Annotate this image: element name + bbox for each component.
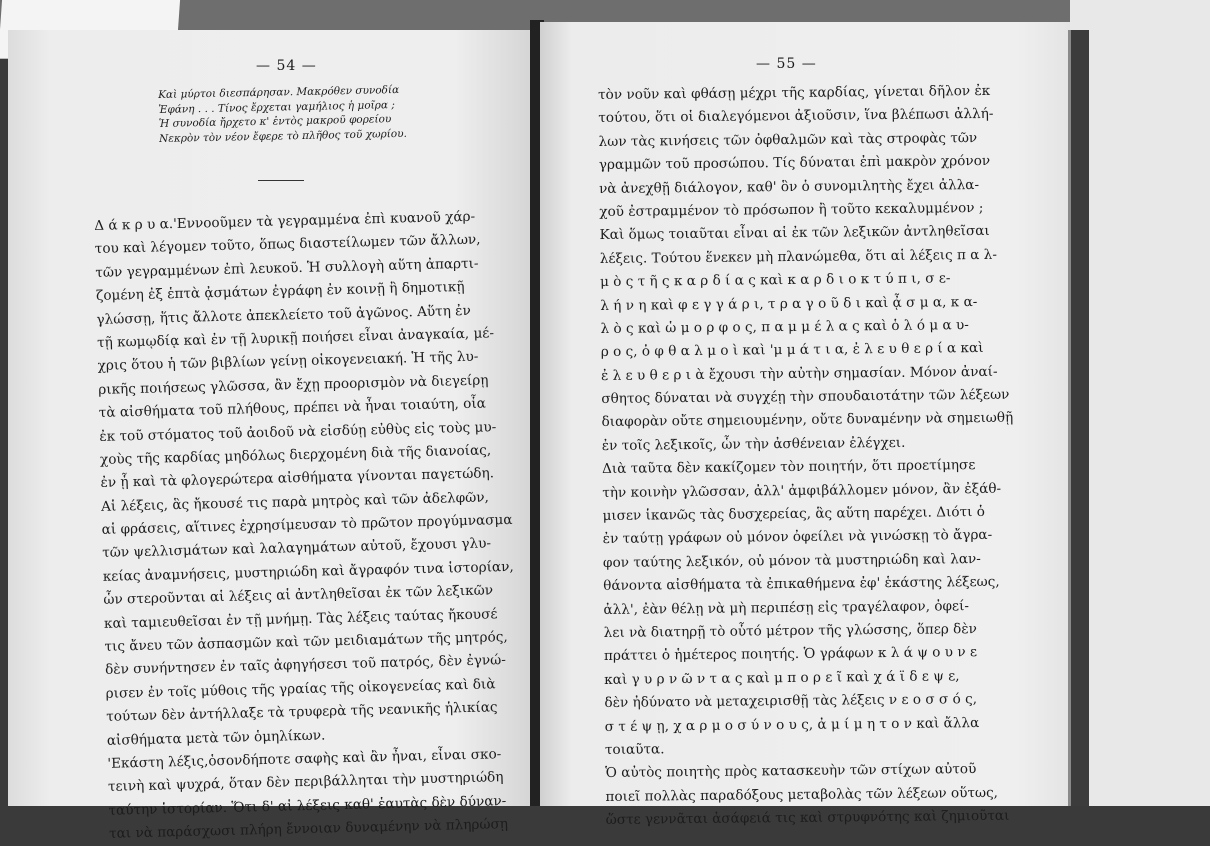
text-line: αἱ φράσεις, αἵτινες ἐχρησίμευσαν τὸ πρῶτον προγύμνασμα [101, 511, 513, 538]
text-line: ἐν ᾗ καὶ τὰ φλογερώτερα αἰσθήματα γίνονται παγετώδη. [100, 465, 495, 492]
text-line: τὸν νοῦν καὶ φθάσῃ μέχρι τῆς καρδίας, γίνεται δῆλον ἐκ [598, 82, 991, 103]
text-line: σθητος δύναται νὰ συγχέῃ τὴν σπουδαιοτάτην τῶν λέξεων [601, 386, 1010, 408]
text-line: ταύτην ἱστορίαν. Ὅτι δ' αἱ λέξεις καθ' ἑαυτὰς δὲν δύναν- [108, 792, 507, 819]
left-page [8, 30, 534, 842]
text-line: τοιαῦτα. [604, 741, 665, 758]
text-line: τῶν γεγραμμένων ἐπὶ λευκοῦ. Ἡ συλλογὴ αὕτη ἀπαρτι- [95, 255, 479, 281]
text-line: αἰσθήματα μετὰ τῶν ὁμηλίκων. [106, 727, 326, 749]
text-line: λει νὰ διατηρῇ τὸ οὗτό μέτρον τῆς γλώσσης, ὅπερ δὲν [603, 621, 977, 641]
text-line: τῶν ψελλισμάτων καὶ λαλαγημάτων αὐτοῦ, ἔχουσι γλυ- [102, 535, 492, 562]
text-line: ἐν ταύτῃ γράφων οὐ μόνον ὀφείλει νὰ γινώσκῃ τὸ ἄγρα- [602, 527, 993, 548]
text-line: γραμμῶν τοῦ προσώπου. Τίς δύναται ἐπὶ μακρὸν χρόνον [598, 153, 991, 174]
text-line: δὲν συνήντησεν ἐν ταῖς ἀφηγήσεσι τοῦ πατρός, δὲν ἐγνώ- [104, 652, 507, 679]
text-line: ρικῆς ποιήσεως γλῶσσα, ἂν ἔχῃ προορισμὸν νὰ διεγείρῃ [98, 372, 489, 398]
body-text [598, 80, 1017, 833]
page-number: — 55 — [756, 56, 817, 72]
text-line: τις ἄνευ τῶν ἀσπασμῶν καὶ τῶν μειδιαμάτων τῆς μητρός, [104, 629, 508, 655]
text-line: ἐκ τοῦ στόματος τοῦ ἀοιδοῦ νὰ εἰσδύῃ εὐθὺς εἰς τοὺς μυ- [99, 418, 497, 445]
text-line: δὲν ἠδύνατο νὰ μεταχειρισθῇ τὰς λέξεις ν ε ο σ σ ό ς, [604, 691, 978, 712]
text-line: ἐ λ ε υ θ ε ρ ι ὰ ἔχουσι τὴν αὐτὴν σημασίαν. Μόνον ἀναί- [600, 363, 998, 384]
text-line: τούτου, ὅτι οἱ διαλεγόμενοι ἀξιοῦσιν, ἵνα βλέπωσι ἀλλή- [598, 106, 994, 127]
text-line: φον ταύτης λεξικόν, οὐ μόνον τὰ μυστηριώδη καὶ λαν- [602, 550, 981, 571]
text-line: ὧν στεροῦνται αἱ λέξεις αἱ ἀντληθεῖσαι ἐκ τῶν λεξικῶν [103, 582, 494, 609]
text-line: καὶ γ υ ρ ν ῶ ν τ α ς καὶ μ π ο ρ ε ῖ καὶ χ ά ϊ δ ε ψ ε, [604, 668, 960, 688]
book-edge [1068, 30, 1089, 806]
text-line: χρις ὅτου ἡ τῶν βιβλίων γείνῃ οἰκογενειακή. Ἡ τῆς λυ- [97, 348, 479, 375]
text-line: τὴν κοινὴν γλῶσσαν, ἀλλ' ἀμφιβάλλομεν μόνον, ἂν ἐξάθ- [602, 480, 1002, 501]
text-line: Καὶ ὅμως τοιαῦται εἶναι αἱ ἐκ τῶν λεξικῶν ἀντληθεῖσαι [599, 223, 990, 244]
right-page [540, 22, 1070, 829]
text-line: ὥστε γεννᾶται ἀσάφειά τις καὶ στρυφνότης καὶ ζημιοῦται [605, 807, 1010, 829]
text-line: πράττει ὁ ἡμέτερος ποιητής. Ὁ γράφων κ λ ά ψ ο υ ν ε [603, 644, 978, 665]
text-line: λ ὸ ς καὶ ὡ μ ο ρ φ ο ς, π α μ μ έ λ α ς καὶ ὁ λ ό μ α υ- [600, 317, 969, 337]
text-line: Ὁ αὐτὸς ποιητὴς πρὸς κατασκευὴν τῶν στίχων αὐτοῦ [605, 761, 977, 782]
text-line: λων τὰς κινήσεις τῶν ὀφθαλμῶν καὶ τὰς στροφὰς τῶν [598, 129, 978, 150]
text-line: ζομένη ἐξ ἑπτὰ ᾀσμάτων ἐγράφη ἐν κοινῇ ἢ δημοτικῇ [95, 279, 465, 305]
text-line: καὶ ταμιευθεῖσαι ἐν τῇ μνήμῃ. Τὰς λέξεις ταύτας ἤκουσέ [103, 605, 498, 632]
verse-line: Καὶ μύρτοι διεσπάρησαν. Μακρόθεν συνοδία [158, 83, 400, 101]
text-line: μισεν ἱκανῶς τὰς δυσχερείας, ἃς αὕτη παρέχει. Διότι ὁ [602, 504, 986, 525]
text-line: του καὶ λέγομεν τοῦτο, ὅπως διαστείλωμεν τῶν ἄλλων, [94, 231, 481, 258]
verse-line: Ἡ συνοδία ἤρχετο κ' ἐντὸς μακροῦ φορείου [158, 113, 392, 130]
text-line: μ ὸ ς τ ῆ ς κ α ρ δ ί α ς καὶ κ α ρ δ ι ο κ τ ύ π ι, σ ε- [599, 270, 951, 291]
text-line: κείας ἀναμνήσεις, μυστηριώδη καὶ ἄγραφόν τινα ἱστορίαν, [102, 558, 514, 585]
text-line: ἐν τοῖς λεξικοῖς, ὧν τὴν ἀσθένειαν ἐλέγχει. [601, 434, 906, 454]
text-line: θάνοντα αἰσθήματα τὰ ἐπικαθήμενα ἐφ' ἑκάστης λέξεως, [603, 574, 1000, 595]
text-line: νὰ ἀνεχθῇ διάλογον, καθ' ὃν ὁ συνομιλητὴς ἔχει ἀλλα- [599, 176, 980, 197]
verse-block [158, 83, 407, 146]
text-line: λέξεις. Τούτου ἕνεκεν μὴ πλανώμεθα, ὅτι αἱ λέξεις π α λ- [599, 246, 998, 267]
text-line: χοὺς τῆς καρδίας μηδόλως διερχομένη διὰ τῆς διανοίας, [99, 442, 492, 468]
verse-line: Νεκρὸν τὸν νέον ἔφερε τὸ πλῆθος τοῦ χωρίου. [158, 127, 408, 145]
text-line: τῇ κωμῳδίᾳ καὶ ἐν τῇ λυρικῇ ποιήσει εἶναι ἀναγκαία, μέ- [96, 325, 495, 351]
text-line: σ τ έ ψ ῃ, χ α ρ μ ο σ ύ ν ο υ ς, ἀ μ ί μ η τ ο ν καὶ ἄλλα [604, 714, 980, 735]
body-text [94, 205, 520, 846]
text-line: ἀλλ', ἐὰν θέλῃ νὰ μὴ περιπέσῃ εἰς τραγέλαφον, ὀφεί- [603, 597, 970, 618]
text-line: ποιεῖ πολλὰς παραδόξους μεταβολὰς τῶν λέξεων οὕτως, [605, 784, 999, 805]
page-number: — 54 — [256, 58, 317, 74]
section-divider [258, 180, 304, 181]
text-line: γλώσσῃ, ἥτις ἄλλοτε ἀπεκλείετο τοῦ ἀγῶνος. Αὕτη ἐν [96, 302, 471, 328]
text-line: ρ ο ς, ὀ φ θ α λ μ ο ὶ καὶ 'μ μ ά τ ι α, ἐ λ ε υ θ ε ρ ί α καὶ [600, 340, 984, 361]
text-line: χοῦ ἐστραμμένον τὸ πρόσωπον ἢ τοῦτο κεκαλυμμένον ; [599, 199, 984, 220]
text-line: τούτων δὲν ἀντήλλαξε τὰ τρυφερὰ τῆς νεανικῆς ἡλικίας [106, 699, 498, 726]
text-line: Αἱ λέξεις, ἃς ἤκουσέ τις παρὰ μητρὸς καὶ τῶν ἀδελφῶν, [100, 489, 490, 515]
background-right [1070, 0, 1210, 806]
text-line: λ ή ν η καὶ φ ε γ γ ά ρ ι, τ ρ α γ ο ῦ δ ι καὶ ᾆ σ μ α, κ α- [600, 293, 978, 314]
text-line: τεινὴ καὶ ψυχρά, ὅταν δὲν περιβάλληται τὴν μυστηριώδη [107, 769, 504, 796]
text-line: Δ ά κ ρ υ α.'Εννοοῦμεν τὰ γεγραμμένα ἐπὶ κυανοῦ χάρ- [94, 208, 476, 234]
text-line: διαφορὰν οὔτε σημειουμένην, οὔτε δυναμένην νὰ σημειωθῇ [601, 410, 1014, 431]
text-line: Διὰ ταῦτα δὲν κακίζομεν τὸν ποιητήν, ὅτι προετίμησε [601, 457, 976, 478]
verse-line: Ἐφάνη . . . Τίνος ἔρχεται γαμήλιος ἡ μοῖρα ; [158, 98, 395, 116]
text-line: 'Εκάστη λέξις,ὁσονδήποτε σαφὴς καὶ ἂν ἦναι, εἶναι σκο- [107, 746, 502, 772]
text-line: τὰ αἰσθήματα τοῦ πλήθους, πρέπει νὰ ἦναι τοιαύτη, οἷα [98, 395, 487, 422]
text-line: ρισεν ἐν τοῖς μύθοις τῆς γραίας τῆς οἰκογενείας καὶ διὰ [105, 676, 496, 702]
text-line: ται νὰ παράσχωσι πλήρη ἔννοιαν δυναμένην νὰ πληρώσῃ [108, 816, 509, 842]
